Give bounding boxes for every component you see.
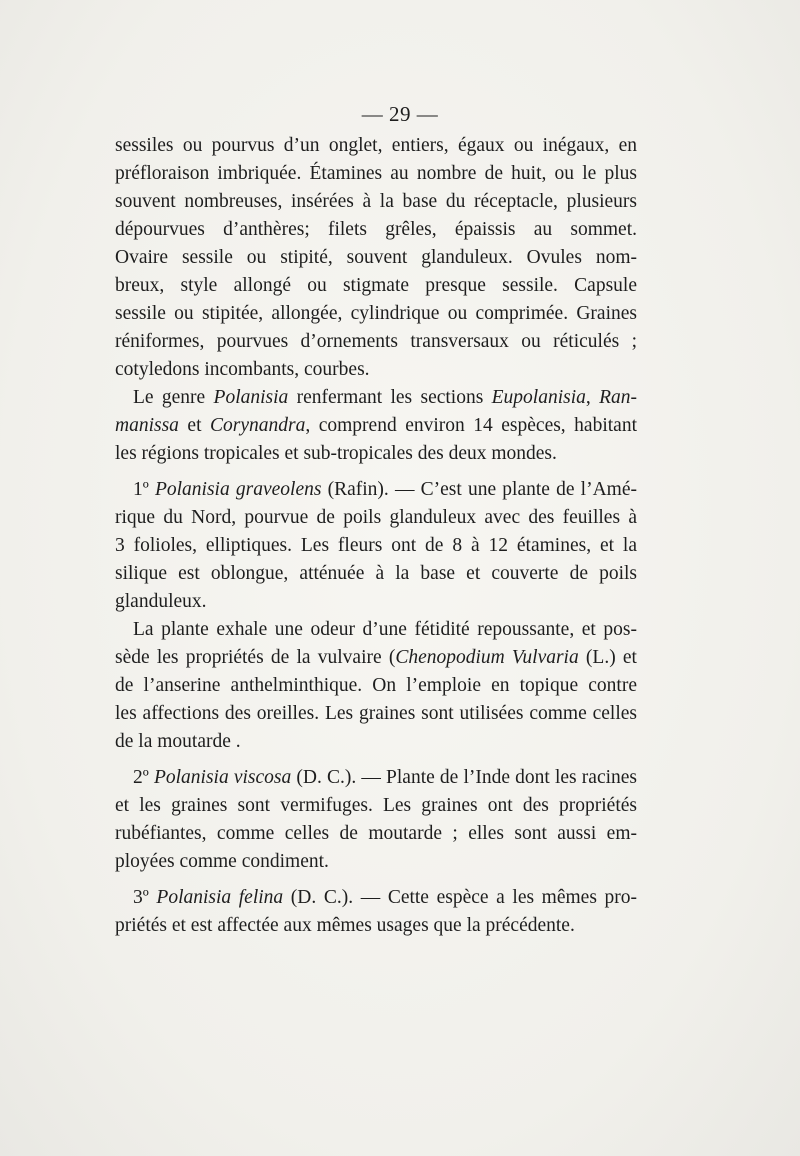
text-line: 3 folioles, elliptiques. Les fleurs ont de 8 à 12 étamines, et la — [115, 535, 637, 556]
text-line: les affections des oreilles. Les graines sont utilisées comme celles — [115, 703, 637, 724]
text-line: de l’anserine anthelminthique. On l’emploie en topique contre — [115, 675, 637, 696]
text-line: priétés et est affectée aux mêmes usages que la précédente. — [115, 915, 575, 936]
italic-term: Corynandra — [210, 415, 306, 436]
text-line: rubéfiantes, comme celles de moutarde ; elles sont aussi em- — [115, 823, 637, 844]
text-line: breux, style allongé ou stigmate presque sessile. Capsule — [115, 275, 637, 296]
body-text — [115, 132, 637, 940]
text-line: sessile ou stipitée, allongée, cylindrique ou comprimée. Graines — [115, 303, 637, 324]
text-line: et les graines sont vermifuges. Les graines ont des propriétés — [115, 795, 637, 816]
text-line: glanduleux. — [115, 591, 207, 612]
paragraph — [115, 476, 637, 616]
text-line: rique du Nord, pourvue de poils glanduleux avec des feuilles à — [115, 507, 637, 528]
paragraph — [115, 764, 637, 876]
italic-term: Eupolanisia — [491, 387, 586, 408]
italic-term: manissa — [115, 415, 179, 436]
text-line: réniformes, pourvues d’ornements transversaux ou réticulés ; — [115, 331, 637, 352]
paragraph — [115, 384, 637, 468]
italic-term: Polanisia — [213, 387, 289, 408]
text-line: La plante exhale une odeur d’une fétidité repoussante, et pos- — [133, 619, 637, 640]
text-line: sessiles ou pourvus d’un onglet, entiers, égaux ou inégaux, en — [115, 135, 637, 156]
text-line: manissa et Corynandra, comprend environ 14 espèces, habitant — [115, 415, 637, 436]
paragraph — [115, 616, 637, 756]
paragraph — [115, 132, 637, 384]
text-line: Ovaire sessile ou stipité, souvent glanduleux. Ovules nom- — [115, 247, 637, 268]
text-line: souvent nombreuses, insérées à la base du réceptacle, plusieurs — [115, 191, 637, 212]
text-line: Le genre Polanisia renfermant les sections Eupolanisia, Ran- — [133, 387, 637, 408]
text-line: cotyledons incombants, courbes. — [115, 359, 370, 380]
text-line: silique est oblongue, atténuée à la base et couverte de poils — [115, 563, 637, 584]
italic-term: Polanisia viscosa — [153, 767, 292, 788]
italic-term: Polanisia felina — [156, 887, 284, 908]
text-line: dépourvues d’anthères; filets grêles, épaissis au sommet. — [115, 219, 637, 240]
italic-term: Chenopodium Vulvaria — [395, 647, 579, 668]
paragraph — [115, 884, 637, 940]
text-line: préfloraison imbriquée. Étamines au nombre de huit, ou le plus — [115, 163, 637, 184]
text-line: 1º Polanisia graveolens (Rafin). — C’est une plante de l’Amé- — [133, 479, 637, 500]
text-line: 3º Polanisia felina (D. C.). — Cette espèce a les mêmes pro- — [133, 887, 637, 908]
italic-term: Ran- — [599, 387, 637, 408]
page-number: — 29 — — [361, 102, 439, 126]
italic-term: Polanisia graveolens — [154, 479, 322, 500]
text-line: ployées comme condiment. — [115, 851, 329, 872]
text-line: de la moutarde . — [115, 731, 241, 752]
text-line: 2º Polanisia viscosa (D. C.). — Plante de l’Inde dont les racines — [133, 767, 638, 788]
text-line: les régions tropicales et sub-tropicales des deux mondes. — [115, 443, 557, 464]
text-line: sède les propriétés de la vulvaire (Chenopodium Vulvaria (L.) et — [115, 647, 637, 668]
